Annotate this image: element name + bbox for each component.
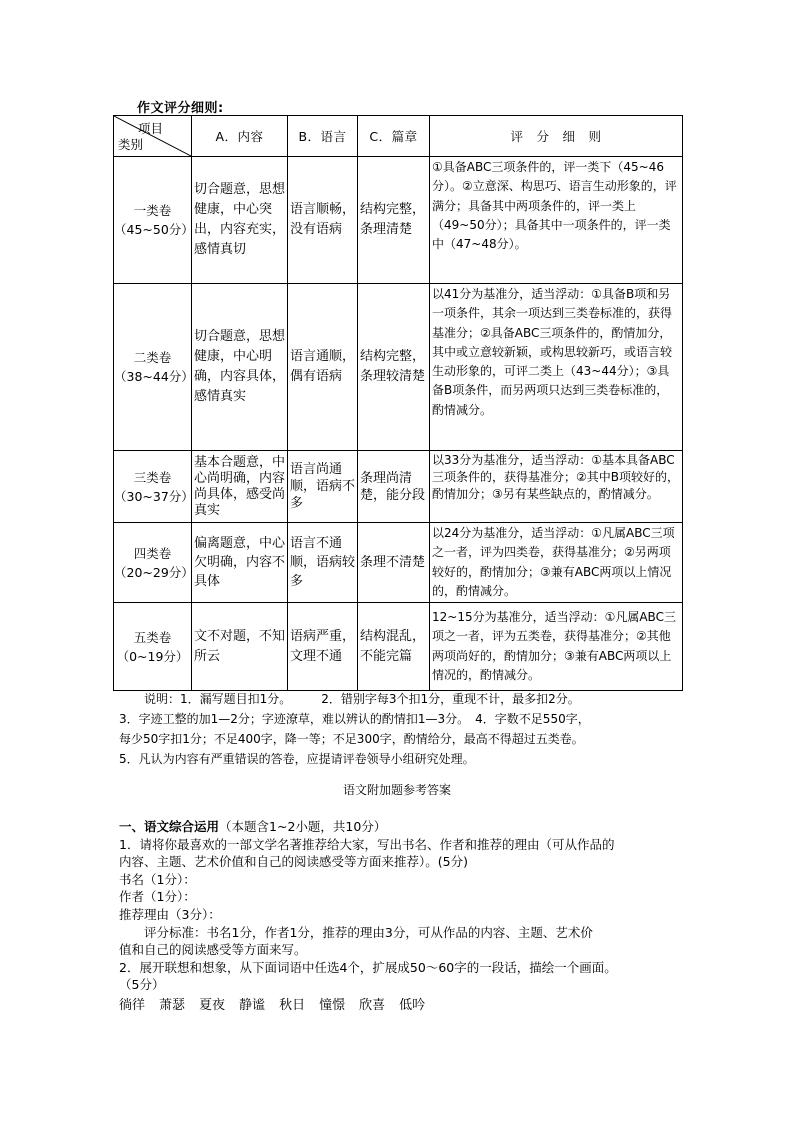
author-label: 作者（1分）： <box>119 889 196 905</box>
criteria-cell: 以33分为基准分，适当浮动：①基本具备ABC三项条件的，获得基准分；②其中B项较好的，酌情加分；③另有某些缺点的，酌情减分。 <box>430 451 683 523</box>
criteria-cell: 以24分为基准分，适当浮动：①凡属ABC三项之一者，评为四类卷，获得基准分；②另两项较好的，酌情加分；③兼有ABC两项以上情况的，酌情减分。 <box>430 523 683 603</box>
content-cell: 基本合题意，中心尚明确，内容尚具体，感受尚真实 <box>192 451 288 523</box>
word-item: 夏夜 <box>199 997 226 1013</box>
criteria-cell: 12~15分为基准分，适当浮动：①凡属ABC三项之一者，评为五类卷，获得基准分；②其他两项尚好的，酌情加分；③兼有ABC两项以上情况的，酌情减分。 <box>430 603 683 691</box>
note-line: 每少50字扣1分；不足400字，降一等；不足300字，酌情给分，最高不得超过五类卷。 <box>119 732 584 746</box>
header-content: A．内容 <box>192 116 288 157</box>
question-1-line: 内容、主题、艺术价值和自己的阅读感受等方面来推荐）。(5分) <box>119 854 468 870</box>
structure-cell: 条理尚清楚，能分段 <box>358 451 430 523</box>
structure-cell: 条理不清楚 <box>358 523 430 603</box>
table-row <box>114 284 683 451</box>
standard-line: 评分标准：书名1分，作者1分，推荐的理由3分，可从作品的内容、主题、艺术价 <box>119 924 593 940</box>
reason-label: 推荐理由（3分）： <box>119 906 221 922</box>
category-cell <box>114 451 192 523</box>
table-header-row <box>114 116 683 157</box>
category-cell <box>114 603 192 691</box>
content-cell: 偏离题意，中心欠明确，内容不具体 <box>192 523 288 603</box>
section-heading-bold: 一、语文综合运用 <box>119 819 220 834</box>
word-item: 低吟 <box>399 997 426 1013</box>
rubric-table <box>113 115 683 691</box>
language-cell: 语言顺畅，没有语病 <box>288 157 358 284</box>
language-cell: 语言通顺，偶有语病 <box>288 284 358 451</box>
section-heading-rest: （本题含1~2小题，共10分） <box>219 819 387 834</box>
structure-cell: 结构完整，条理较清楚 <box>358 284 430 451</box>
appendix-title: 语文附加题参考答案 <box>342 783 451 797</box>
content-cell: 切合题意，思想健康，中心突出，内容充实，感情真切 <box>192 157 288 284</box>
standard-line: 值和自己的阅读感受等方面来写。 <box>119 942 307 958</box>
category-name: 三类卷 <box>133 469 172 485</box>
category-name: 五类卷 <box>133 629 172 645</box>
structure-cell: 结构完整，条理清楚 <box>358 157 430 284</box>
word-list <box>119 997 689 1015</box>
category-name: 一类卷 <box>133 203 172 218</box>
structure-cell: 结构混乱，不能完篇 <box>358 603 430 691</box>
criteria-cell: 以41分为基准分，适当浮动：①具备B项和另一项条件，其余一项达到三类卷标准的，获得基准分；②具备ABC三项条件的，酌情加分，其中或立意较新颖，或构思较新巧，或语言较生动形象的，可评二类上（43~44分）；③具备B项条件，而另两项只达到三类卷标准的，酌情减分。 <box>430 284 683 451</box>
word-item: 静谧 <box>239 997 266 1013</box>
category-range: （0~19分） <box>116 648 189 664</box>
table-row <box>114 603 683 691</box>
category-range: （38~44分） <box>114 369 194 384</box>
diagonal-header-cell <box>114 116 192 157</box>
question-2-line: （5分） <box>119 977 165 993</box>
word-item: 憧憬 <box>319 997 346 1013</box>
section-one <box>119 818 689 1015</box>
category-cell <box>114 284 192 451</box>
rubric-notes <box>119 689 689 769</box>
category-name: 四类卷 <box>133 545 172 561</box>
category-range: （20~29分） <box>114 564 194 580</box>
word-item: 徜徉 <box>119 997 146 1013</box>
note-line: 3．字迹工整的加1—2分；字迹潦草，难以辨认的酌情扣1—3分。 4．字数不足550字， <box>119 712 590 726</box>
question-1-line: 1．请将你最喜欢的一部文学名著推荐给大家，写出书名、作者和推荐的理由（可从作品的 <box>119 836 615 852</box>
content-cell: 文不对题，不知所云 <box>192 603 288 691</box>
content-cell: 切合题意，思想健康，中心明确，内容具体，感情真实 <box>192 284 288 451</box>
word-item: 欣喜 <box>359 997 386 1013</box>
rubric-title: 作文评分细则: <box>137 101 224 116</box>
category-name: 二类卷 <box>133 350 172 365</box>
book-label: 书名（1分）： <box>119 871 196 887</box>
question-2-line: 2．展开联想和想象，从下面词语中任选4个，扩展成50～60字的一段话，描绘一个画面。 <box>119 959 617 975</box>
header-structure: C．篇章 <box>358 116 430 157</box>
category-range: （45~50分） <box>114 222 194 237</box>
header-item-label: 项目 <box>137 121 163 136</box>
table-row <box>114 523 683 603</box>
language-cell: 语言尚通顺，语病不多 <box>288 451 358 523</box>
language-cell: 语言不通顺，语病较多 <box>288 523 358 603</box>
header-language: B．语言 <box>288 116 358 157</box>
criteria-cell: ①具备ABC三项条件的，评一类下（45~46分）。②立意深、构思巧、语言生动形象的，评满分；具备其中两项条件的，评一类上（49~50分）；具备其中一项条件的，评一类中（47~48分）。 <box>430 157 683 284</box>
category-range: （30~37分） <box>114 488 194 504</box>
note-line: 说明：1．漏写题目扣1分。 2．错别字每3个扣1分，重现不计，最多扣2分。 <box>144 692 580 706</box>
table-row <box>114 157 683 284</box>
table-row <box>114 451 683 523</box>
note-line: 5．凡认为内容有严重错误的答卷，应提请评卷领导小组研究处理。 <box>119 752 475 766</box>
category-cell <box>114 523 192 603</box>
word-item: 萧瑟 <box>159 997 186 1013</box>
language-cell: 语病严重，文理不通 <box>288 603 358 691</box>
header-category-label: 类别 <box>118 137 144 152</box>
category-cell <box>114 157 192 284</box>
word-item: 秋日 <box>279 997 306 1013</box>
section-heading <box>119 818 689 836</box>
header-criteria: 评 分 细 则 <box>430 116 683 157</box>
